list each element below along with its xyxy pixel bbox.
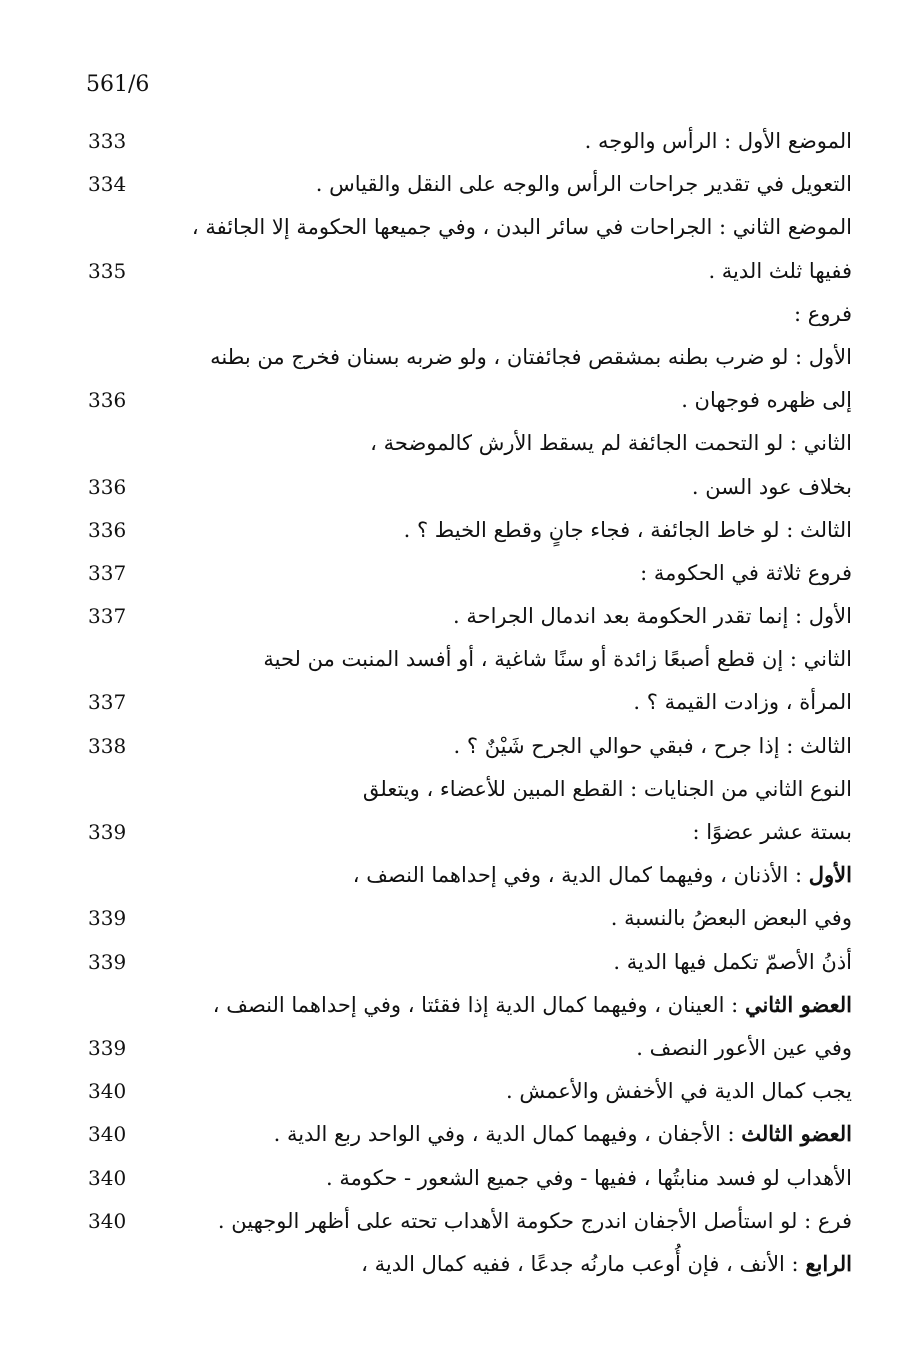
entry-body: فروع ثلاثة في الحكومة : (640, 560, 852, 585)
entry-body: بخلاف عود السن . (691, 474, 852, 499)
page-number: 338 (88, 733, 127, 758)
entry-text (210, 340, 852, 374)
page-reference: 561/6 (86, 72, 150, 97)
entry-body: : الأذنان ، وفيهما كمال الدية ، وفي إحداهما النصف ، (352, 863, 809, 888)
entry-text (636, 1031, 852, 1065)
entry-body: التعويل في تقدير جراحات الرأس والوجه على النقل والقياس . (315, 172, 852, 197)
page-number: 336 (88, 517, 127, 542)
entry-body: إلى ظهره فوجهان . (681, 388, 852, 413)
toc-entry (0, 812, 917, 855)
page-number: 339 (88, 1035, 127, 1060)
entry-body: الأول : لو ضرب بطنه بمشقص فجائفتان ، ولو ضربه بسنان فخرج من بطنه (210, 344, 852, 369)
entry-body: الموضع الثاني : الجراحات في سائر البدن ، وفي جميعها الحكومة إلا الجائفة ، (191, 215, 852, 240)
entry-text (370, 426, 852, 460)
page-number: 339 (88, 906, 127, 931)
entry-text (326, 1161, 852, 1195)
toc-entry (0, 639, 917, 682)
entry-text (692, 815, 852, 849)
entry-body: أذنُ الأصمّ تكمل فيها الدية . (613, 949, 852, 974)
toc-entry (0, 1244, 917, 1287)
entry-text (585, 124, 852, 158)
entry-body: : الأجفان ، وفيهما كمال الدية ، وفي الواحد ربع الدية . (273, 1122, 742, 1147)
entry-text (404, 513, 852, 547)
page-number: 337 (88, 560, 127, 585)
entry-text (316, 167, 852, 201)
entry-text (708, 254, 852, 288)
entry-body: النوع الثاني من الجنايات : القطع المبين للأعضاء ، ويتعلق (362, 776, 852, 801)
entry-text (613, 945, 852, 979)
entry-heading: العضو الثالث (741, 1121, 852, 1147)
toc-entry (0, 294, 917, 337)
toc-entry (0, 1028, 917, 1071)
entry-body: الأهداب لو فسد منابتُها ، ففيها - وفي جميع الشعور - حكومة . (326, 1165, 852, 1190)
page-number: 339 (88, 949, 127, 974)
entry-heading: الرابع (805, 1250, 852, 1276)
entry-body: الثالث : إذا جرح ، فبقي حوالي الجرح شَيْنٌ ؟ . (453, 733, 852, 758)
toc-entry (0, 985, 917, 1028)
toc-entry (0, 1158, 917, 1201)
toc-entry (0, 726, 917, 769)
entry-heading: العضو الثاني (744, 991, 852, 1017)
entry-text (274, 1117, 852, 1151)
entry-text (353, 858, 852, 892)
page-number: 334 (88, 172, 127, 197)
entry-body: المرأة ، وزادت القيمة ؟ . (633, 690, 852, 715)
entry-body: الأول : إنما تقدر الحكومة بعد اندمال الجراحة . (452, 604, 852, 629)
toc-entry (0, 423, 917, 466)
entry-body: الموضع الأول : الرأس والوجه . (584, 129, 852, 153)
page-number: 336 (88, 388, 127, 413)
entry-text (361, 1247, 852, 1281)
toc-entry (0, 596, 917, 639)
page-number: 335 (88, 258, 127, 283)
page-number: 340 (88, 1079, 127, 1104)
page-number: 337 (88, 690, 127, 715)
toc-entry (0, 553, 917, 596)
entry-body: يجب كمال الدية في الأخفش والأعمش . (505, 1079, 852, 1104)
entry-body: : الأنف ، فإن أُوعب مارنُه جدعًا ، ففيه كمال الدية ، (361, 1251, 806, 1276)
toc-entry (0, 942, 917, 985)
entry-text (506, 1074, 852, 1108)
toc-entry (0, 855, 917, 898)
toc-entry (0, 467, 917, 510)
toc-entry (0, 251, 917, 294)
toc-entry (0, 682, 917, 725)
entry-heading: الأول (808, 862, 852, 888)
entry-body: الثاني : لو التحمت الجائفة لم يسقط الأرش كالموضحة ، (370, 431, 852, 456)
toc-entry (0, 1071, 917, 1114)
entry-text (692, 470, 852, 504)
entry-text (263, 642, 852, 676)
entry-text (192, 210, 852, 244)
page-number: 339 (88, 820, 127, 844)
entry-text (218, 1204, 852, 1238)
entry-body: وفي البعض البعضُ بالنسبة . (610, 906, 852, 931)
page-number: 336 (88, 474, 127, 499)
toc-entry (0, 207, 917, 250)
table-of-contents (0, 121, 917, 1287)
entry-text (363, 772, 852, 806)
toc-entry (0, 1201, 917, 1244)
entry-body: ففيها ثلث الدية . (708, 258, 852, 283)
entry-body: فروع : (793, 301, 852, 326)
page-number: 340 (88, 1122, 127, 1147)
entry-text (611, 901, 852, 935)
toc-entry (0, 380, 917, 423)
toc-entry (0, 1114, 917, 1157)
entry-text (640, 556, 852, 590)
toc-entry (0, 510, 917, 553)
page-number: 340 (88, 1165, 127, 1190)
entry-text (454, 729, 852, 763)
page-number: 333 (88, 129, 127, 153)
page-number: 340 (88, 1208, 127, 1233)
entry-text (681, 383, 852, 417)
toc-entry (0, 898, 917, 941)
entry-body: وفي عين الأعور النصف . (636, 1035, 852, 1060)
entry-body: الثالث : لو خاط الجائفة ، فجاء جانٍ وقطع الخيط ؟ . (403, 517, 852, 542)
toc-entry (0, 769, 917, 812)
entry-body: فرع : لو استأصل الأجفان اندرج حكومة الأهداب تحته على أظهر الوجهين . (217, 1208, 852, 1233)
entry-body: بستة عشر عضوًا : (692, 820, 852, 844)
entry-text (794, 297, 852, 331)
entry-body: الثاني : إن قطع أصبعًا زائدة أو سنًا شاغية ، أو أفسد المنبت من لحية (263, 647, 852, 672)
entry-text (633, 685, 852, 719)
toc-entry (0, 121, 917, 164)
entry-text (453, 599, 852, 633)
entry-body: : العينان ، وفيهما كمال الدية إذا فقئتا ، وفي إحداهما النصف ، (212, 992, 745, 1017)
entry-text (213, 988, 852, 1022)
toc-entry (0, 164, 917, 207)
page-number: 337 (88, 604, 127, 629)
toc-entry (0, 337, 917, 380)
